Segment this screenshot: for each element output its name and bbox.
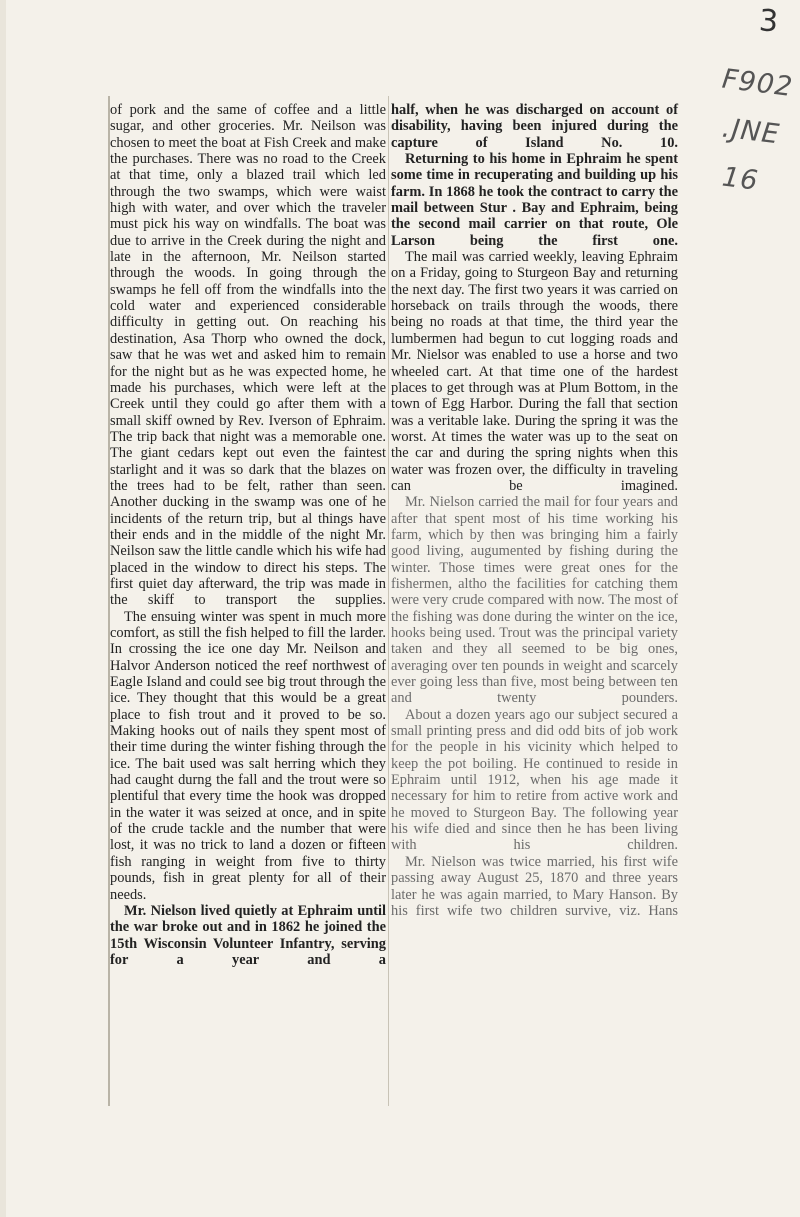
column-divider [388,96,389,1106]
margin-note: 16 [720,161,761,197]
paragraph: The ensuing winter was spent in much more comfort, as still the fish helped to fill the larder. In crossing the ice one day Mr. Neilson and Halvor Anderson noticed the reef northwest of Eagle Island and could see big trout through the ice. They thought that this would be a great place to fish trout and it proved to be so. Making hooks out of nails they spent most of their time during the winter fishing through the ice. The bait used was salt herring which they had caught durng the fall and the trout were so plentiful that every time the hook was dropped in the water it was seized at once, and in spite of the crude tackle and the number that were lost, it was no trick to land a dozen or fifteen fish ranging in weight from five to thirty pounds, fish in great plenty for all of their needs. [110,608,386,903]
paragraph: of pork and the same of coffee and a little sugar, and other groceries. Mr. Neilson was chosen to meet the boat at Fish Creek and make the purchases. There was no road to the Creek at that time, only a blazed trail which led through the two swamps, which were waist high with water, and over which the traveler must pick his way on windfalls. The boat was due to arrive in the Creek during the night and late in the afternoon, Mr. Neilson started through the woods. In going through the swamps he fell off from the windfalls into the cold water and experienced considerable difficulty in getting out. On reaching his destination, Asa Thorp who owned the dock, saw that he was wet and asked him to remain for the night but as he was expected home, he made his purchases, which were left at the Creek until they could go after them with a small skiff owned by Rev. Iverson of Ephraim. The trip back that night was a memorable one. The giant cedars kept out even the faintest starlight and it was so dark that the blazes on the trees had to be felt, rather than seen. Another ducking in the swamp was one of he incidents of the return trip, but al things have their ends and in the middle of the night Mr. Neilson saw the little candle which his wife had placed in the window to direct his steps. The first quiet day afterward, the trip was made in the skiff to transport the supplies. [110,102,386,609]
paragraph: half, when he was discharged on account of disability, having been injured during the capture of Island No. 10. [391,102,678,151]
paragraph: About a dozen years ago our subject secured a small printing press and did odd bits of job work for the people in his vicinity which helped to keep the pot boiling. He continued to reside in Ephraim until 1912, when his age made it necessary for him to retire from active work and he moved to Sturgeon Bay. The following year his wife died and since then he has been living with his children. [391,706,678,854]
paragraph: Returning to his home in Ephraim he spent some time in recuperating and building up his farm. In 1868 he took the contract to carry the mail between Stur . Bay and Ephraim, being the second mail carrier on that route, Ole Larson being the first one. [391,151,678,249]
paragraph: Mr. Nielson carried the mail for four years and after that spent most of his time working his farm, which by then was bringing him a fairly good living, augumented by fishing during the winter. Those times were great ones for the fishermen, altho the facilities for catching them were very crude compared with now. The most of the fishing was done during the winter on the ice, hooks being used. Trout was the principal variety taken and they all seemed to be big ones, averaging over ten pounds in weight and scarcely ever going less than five, most being between ten and twenty pounders. [391,494,678,707]
article-column-right [391,102,678,919]
page-edge [0,0,6,1217]
paragraph: Mr. Nielson lived quietly at Ephraim until the war broke out and in 1862 he joined the 15th Wisconsin Volunteer Infantry, serving for a year and a [110,902,386,968]
paragraph: Mr. Nielson was twice married, his first wife passing away August 25, 1870 and three years later he was again married, to Mary Hanson. By his first wife two children survive, viz. Hans [391,853,678,919]
margin-note: .JNE [720,112,782,151]
page-number: 3 [757,3,780,40]
paragraph: The mail was carried weekly, leaving Ephraim on a Friday, going to Sturgeon Bay and returning the next day. The first two years it was carried on horseback on trails through the woods, there being no roads at that time, the third year the lumbermen had begun to cut logging roads and Mr. Nielsor was enabled to use a horse and two wheeled cart. At that time one of the hardest places to get through was at Plum Bottom, in the town of Egg Harbor. During the fall that section was a veritable lake. During the spring it was the worst. At times the water was up to the seat on the car and during the spring nights when this water was frozen over, the difficulty in traveling can be imagined. [391,249,678,494]
handwritten-margin-notes [720,63,796,217]
margin-note: F902 [720,63,795,104]
article-column-left [110,102,386,968]
